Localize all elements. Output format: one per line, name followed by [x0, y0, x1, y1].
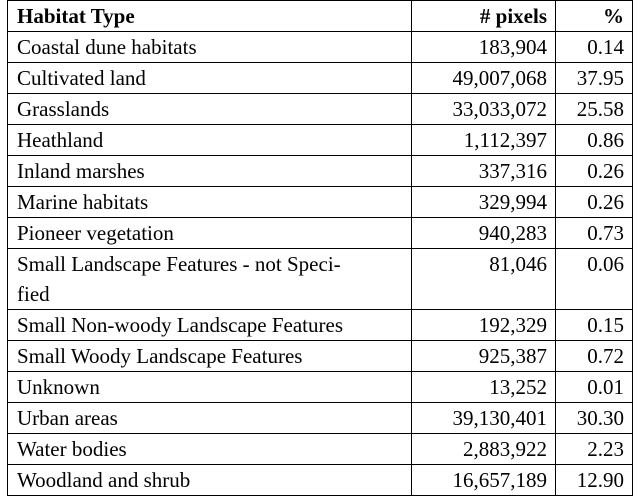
pixels-cell: 13,252: [412, 372, 556, 403]
habitat-cell-line2: fied: [17, 282, 50, 306]
habitat-cell: Unknown: [8, 372, 412, 403]
percent-cell: 0.06: [556, 249, 633, 310]
table-row: [8, 310, 633, 341]
habitat-cell: Inland marshes: [8, 156, 412, 187]
habitat-cell: Pioneer vegetation: [8, 218, 412, 249]
habitat-cell: Grasslands: [8, 94, 412, 125]
table-row: [8, 372, 633, 403]
table-row: [8, 465, 633, 496]
pixels-cell: 33,033,072: [412, 94, 556, 125]
pixels-cell: 337,316: [412, 156, 556, 187]
column-header-percent: %: [556, 1, 633, 32]
table-row: [8, 403, 633, 434]
percent-cell: 0.73: [556, 218, 633, 249]
table-row: [8, 156, 633, 187]
table-row: [8, 32, 633, 63]
pixels-cell: 81,046: [412, 249, 556, 310]
table-header-row: [8, 1, 633, 32]
habitat-table: [7, 0, 633, 496]
column-header-habitat-type: Habitat Type: [8, 1, 412, 32]
percent-cell: 37.95: [556, 63, 633, 94]
percent-cell: 30.30: [556, 403, 633, 434]
percent-cell: 0.26: [556, 187, 633, 218]
pixels-cell: 183,904: [412, 32, 556, 63]
habitat-cell-line1: Small Landscape Features - not Speci-: [17, 252, 341, 276]
table-row: [8, 249, 633, 310]
habitat-cell: Small Woody Landscape Features: [8, 341, 412, 372]
habitat-cell: [8, 249, 412, 310]
habitat-cell: Woodland and shrub: [8, 465, 412, 496]
pixels-cell: 39,130,401: [412, 403, 556, 434]
pixels-cell: 1,112,397: [412, 125, 556, 156]
pixels-cell: 940,283: [412, 218, 556, 249]
percent-cell: 0.01: [556, 372, 633, 403]
habitat-cell: Water bodies: [8, 434, 412, 465]
percent-cell: 2.23: [556, 434, 633, 465]
pixels-cell: 16,657,189: [412, 465, 556, 496]
percent-cell: 0.14: [556, 32, 633, 63]
table-row: [8, 187, 633, 218]
percent-cell: 0.72: [556, 341, 633, 372]
percent-cell: 0.26: [556, 156, 633, 187]
table-row: [8, 94, 633, 125]
percent-cell: 12.90: [556, 465, 633, 496]
habitat-cell: Heathland: [8, 125, 412, 156]
pixels-cell: 192,329: [412, 310, 556, 341]
percent-cell: 25.58: [556, 94, 633, 125]
table-row: [8, 125, 633, 156]
table-row: [8, 434, 633, 465]
column-header-pixels: # pixels: [412, 1, 556, 32]
habitat-cell: Marine habitats: [8, 187, 412, 218]
table-row: [8, 63, 633, 94]
habitat-cell: Coastal dune habitats: [8, 32, 412, 63]
percent-cell: 0.86: [556, 125, 633, 156]
table-row: [8, 218, 633, 249]
table-row: [8, 341, 633, 372]
habitat-cell: Urban areas: [8, 403, 412, 434]
habitat-cell: Small Non-woody Landscape Features: [8, 310, 412, 341]
pixels-cell: 2,883,922: [412, 434, 556, 465]
habitat-cell: Cultivated land: [8, 63, 412, 94]
pixels-cell: 925,387: [412, 341, 556, 372]
pixels-cell: 329,994: [412, 187, 556, 218]
pixels-cell: 49,007,068: [412, 63, 556, 94]
percent-cell: 0.15: [556, 310, 633, 341]
